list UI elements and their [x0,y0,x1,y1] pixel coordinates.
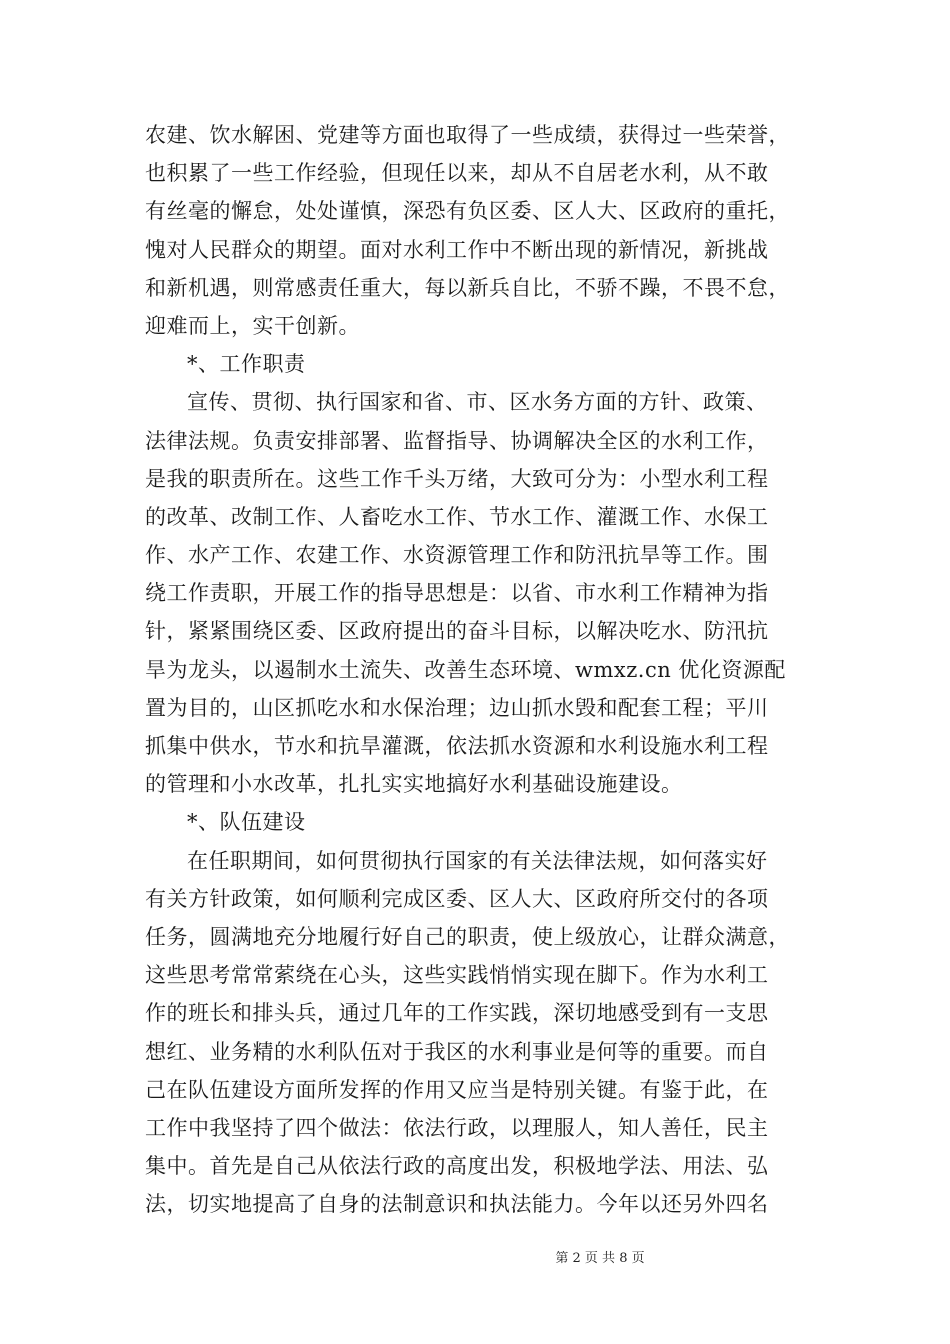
text-line: 的改革、改制工作、人畜吃水工作、节水工作、灌溉工作、水保工 [145,504,769,529]
text-line: 任务，圆满地充分地履行好自己的职责，使上级放心，让群众满意， [145,924,790,949]
text-line: 和新机遇，则常感责任重大，每以新兵自比，不骄不躁，不畏不怠， [145,275,790,300]
text-line: 宣传、贯彻、执行国家和省、市、区水务方面的方针、政策、 [187,390,768,415]
text-line: 法，切实地提高了自身的法制意识和执法能力。今年以还另外四名 [145,1192,769,1217]
text-line: 抓集中供水，节水和抗旱灌溉，依法抓水资源和水利设施水利工程 [145,734,769,758]
text-line: 法律法规。负责安排部署、监督指导、协调解决全区的水利工作， [145,428,769,453]
text-line: 有关方针政策，如何顺利完成区委、区人大、区政府所交付的各项 [145,886,769,911]
text-line: 这些思考常常萦绕在心头，这些实践悄悄实现在脚下。作为水利工 [145,963,769,988]
text-line: 集中。首先是自己从依法行政的高度出发，积极地学法、用法、弘 [145,1154,769,1179]
text-line: 在任职期间，如何贯彻执行国家的有关法律法规，如何落实好 [187,848,768,873]
text-line: 是我的职责所在。这些工作千头万绪，大致可分为：小型水利工程 [145,466,769,491]
text-line: 迎难而上，实干创新。 [145,313,360,338]
text-line: 作的班长和排头兵，通过几年的工作实践，深切地感受到有一支思 [145,1001,769,1026]
text-line: 己在队伍建设方面所发挥的作用又应当是特别关键。有鉴于此，在 [145,1077,769,1102]
text-line: 工作中我坚持了四个做法：依法行政，以理服人，知人善任，民主 [145,1115,769,1140]
page-number-footer: 第 2 页 共 8 页 [555,1251,645,1266]
text-line: 置为目的，山区抓吃水和水保治理；边山抓水毁和配套工程；平川 [145,695,769,720]
text-line: 作、水产工作、农建工作、水资源管理工作和防汛抗旱等工作。围 [145,543,769,568]
text-line: 的管理和小水改革，扎扎实实地搞好水利基础设施建设。 [145,772,683,797]
text-line: 愧对人民群众的期望。面对水利工作中不断出现的新情况，新挑战 [145,237,769,262]
body-text [145,116,805,1223]
text-line: 也积累了一些工作经验，但现任以来，却从不自居老水利，从不敢 [145,161,769,186]
text-line: 农建、饮水解困、党建等方面也取得了一些成绩，获得过一些荣誉， [145,123,790,147]
text-line: *、队伍建设 [187,810,306,835]
text-line: 绕工作责职，开展工作的指导思想是：以省、市水利工作精神为指 [145,581,769,606]
text-line: 想红、业务精的水利队伍对于我区的水利事业是何等的重要。而自 [145,1039,769,1064]
text-line: 旱为龙头，以遏制水土流失、改善生态环境、wmxz.cn 优化资源配 [145,657,786,682]
text-line: 针，紧紧围绕区委、区政府提出的奋斗目标，以解决吃水、防汛抗 [145,619,769,644]
text-line: 有丝毫的懈怠，处处谨慎，深恐有负区委、区人大、区政府的重托， [145,199,790,224]
text-line: *、工作职责 [187,352,306,377]
